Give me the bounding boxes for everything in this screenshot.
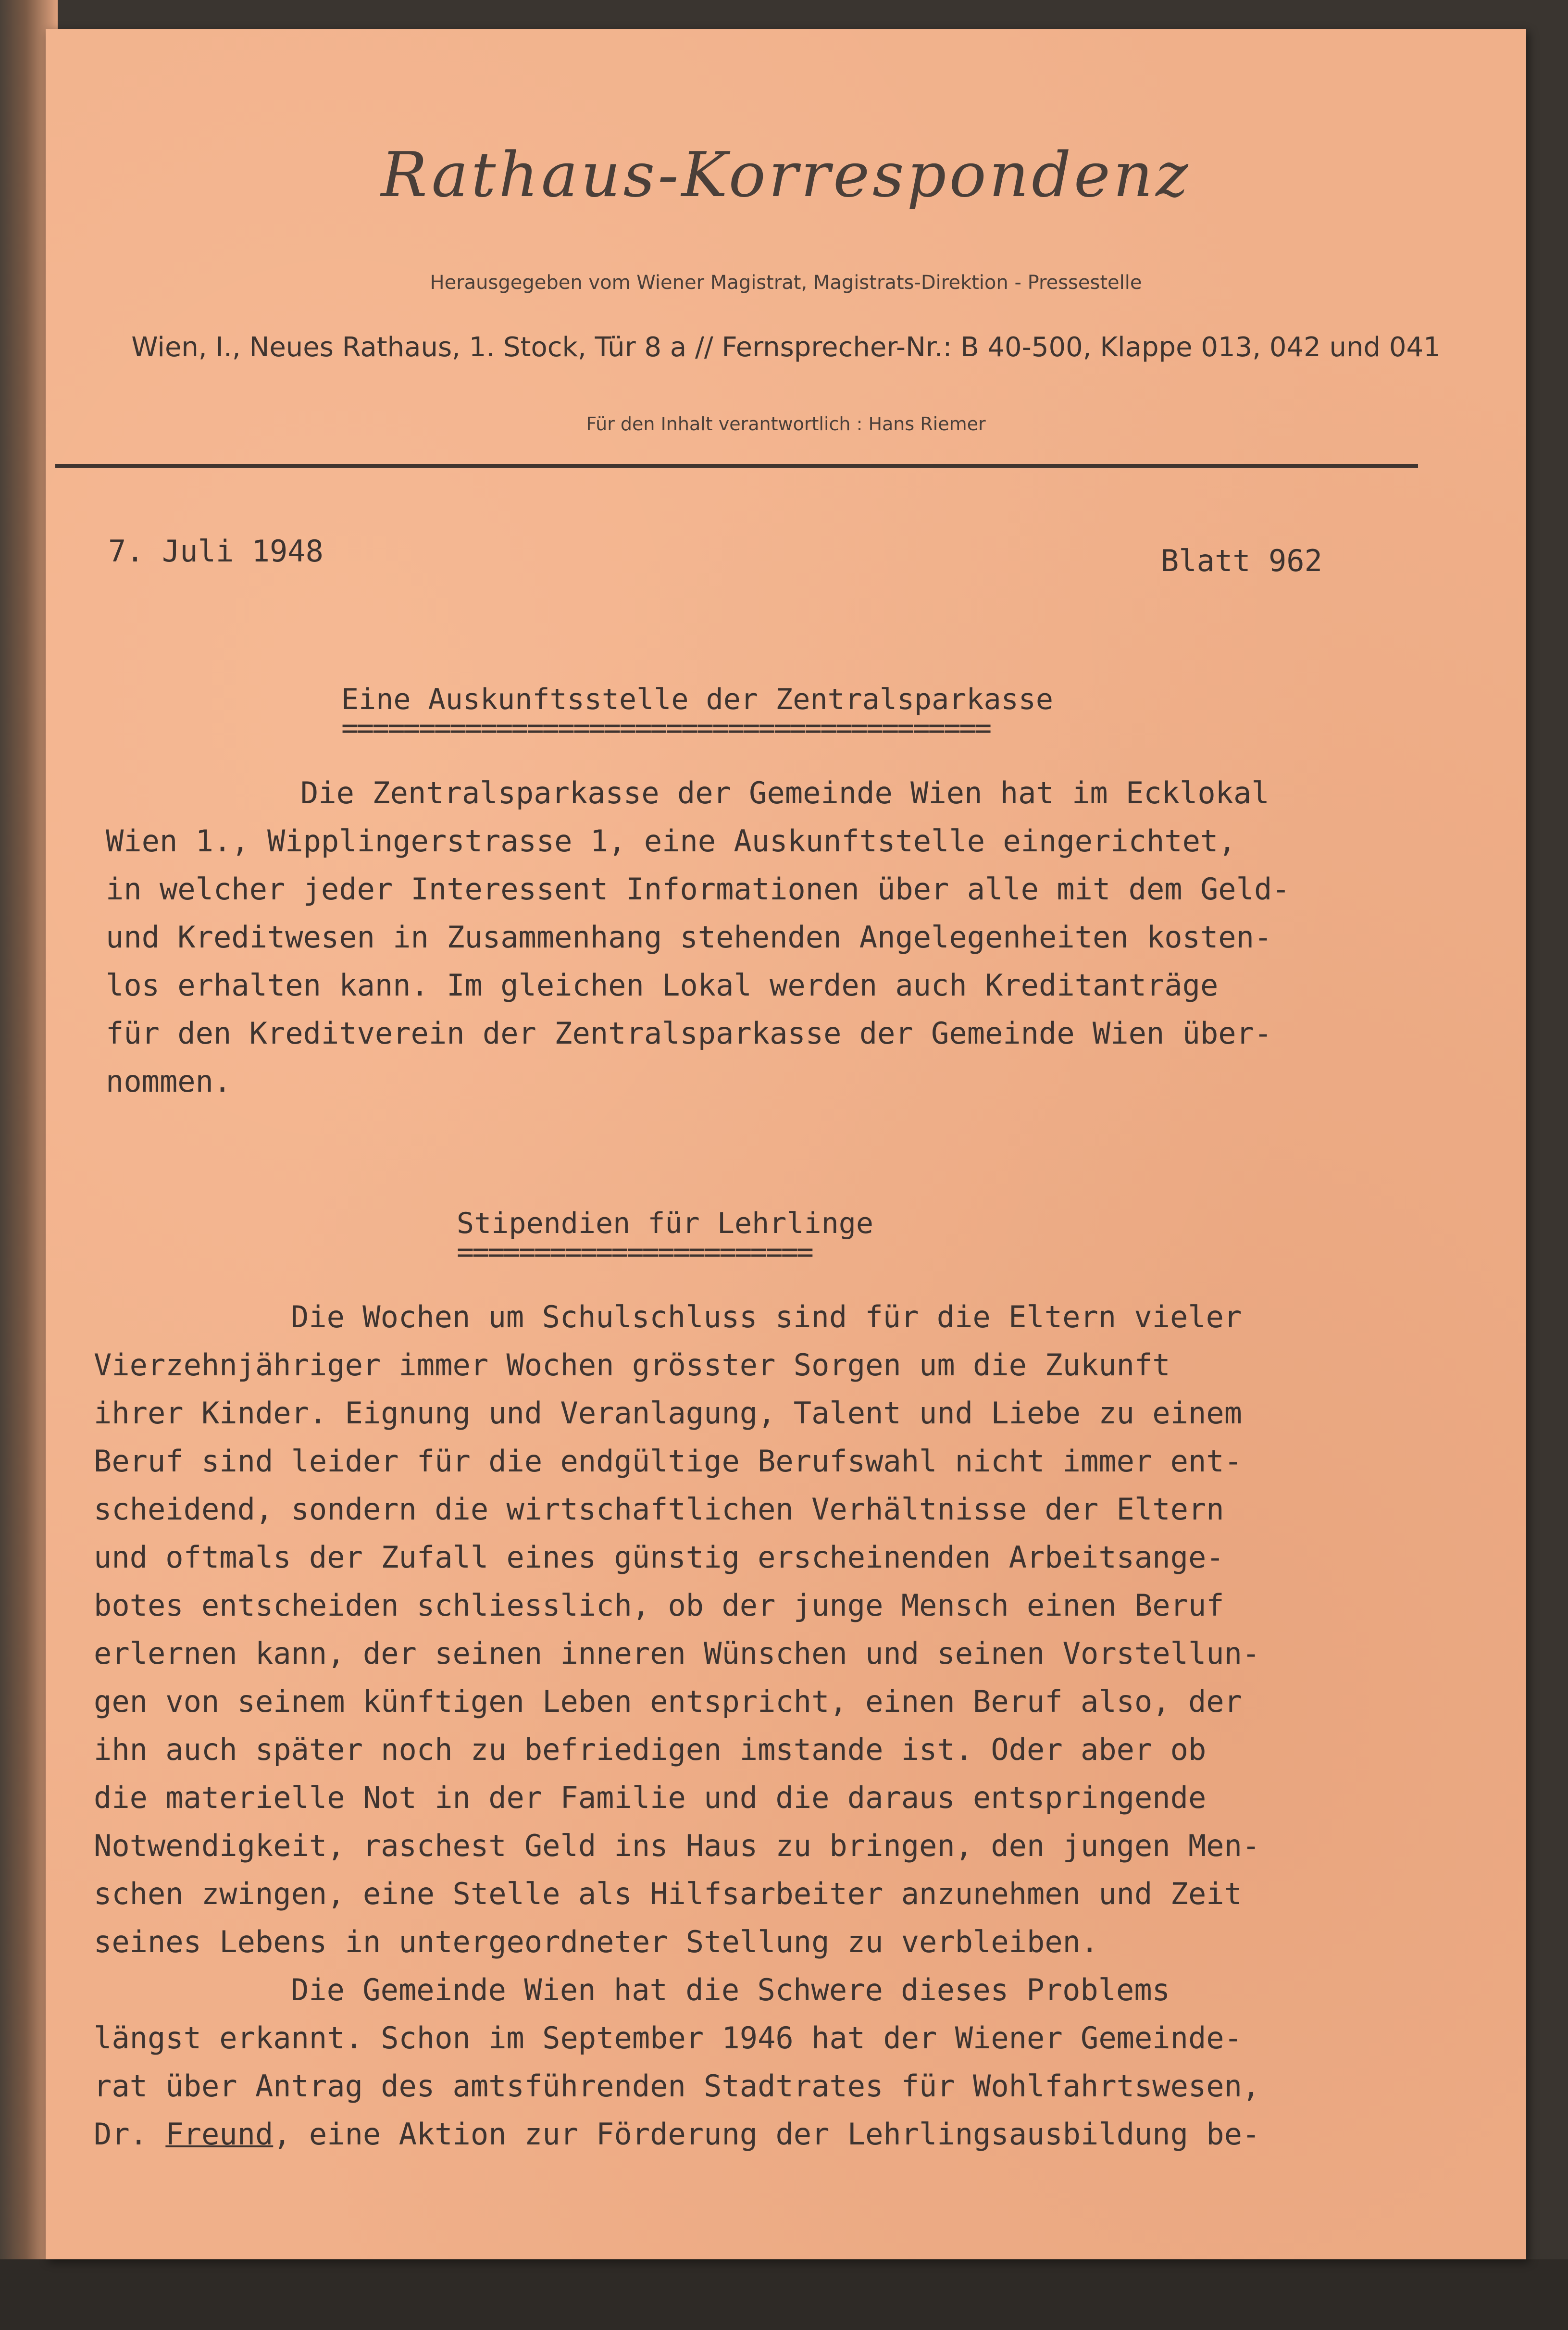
text-line: rat über Antrag des amtsführenden Stadtrates für Wohlfahrtswesen, — [94, 2068, 1260, 2104]
masthead-subtitle: Herausgegeben vom Wiener Magistrat, Magistrats-Direktion - Pressestelle — [430, 272, 1142, 294]
scan-background — [0, 2259, 1568, 2330]
document-page — [46, 29, 1526, 2259]
text-line: die materielle Not in der Familie und die daraus entspringende — [94, 1780, 1207, 1815]
text-fragment: Dr. — [94, 2117, 166, 2152]
text-line: botes entscheiden schliesslich, ob der junge Mensch einen Beruf — [94, 1588, 1224, 1623]
text-line: Vierzehnjähriger immer Wochen grösster Sorgen um die Zukunft — [94, 1347, 1170, 1383]
text-line: scheidend, sondern die wirtschaftlichen Verhältnisse der Eltern — [94, 1492, 1224, 1527]
text-line: längst erkannt. Schon im September 1946 hat der Wiener Gemeinde- — [94, 2020, 1242, 2056]
text-fragment: , eine Aktion zur Förderung der Lehrlingsausbildung be- — [273, 2117, 1260, 2152]
text-line: Notwendigkeit, raschest Geld ins Haus zu bringen, den jungen Men- — [94, 1828, 1260, 1863]
text-line: gen von seinem künftigen Leben entspricht, einen Beruf also, der — [94, 1684, 1242, 1719]
text-line: ihrer Kinder. Eignung und Veranlagung, Talent und Liebe zu einem — [94, 1396, 1242, 1431]
text-line: und oftmals der Zufall eines günstig erscheinenden Arbeitsange- — [94, 1540, 1224, 1575]
text-line: Wien 1., Wipplingerstrasse 1, eine Auskunftstelle eingerichtet, — [106, 823, 1236, 859]
text-line: Die Wochen um Schulschluss sind für die Eltern vieler — [291, 1299, 1242, 1334]
article-heading: Eine Auskunftsstelle der Zentralsparkasse — [341, 683, 1054, 716]
text-line: schen zwingen, eine Stelle als Hilfsarbeiter anzunehmen und Zeit — [94, 1876, 1242, 1911]
text-line: erlernen kann, der seinen inneren Wünschen und seinen Vorstellun- — [94, 1636, 1260, 1671]
article-heading: Stipendien für Lehrlinge — [457, 1207, 873, 1240]
text-line: und Kreditwesen in Zusammenhang stehenden Angelegenheiten kosten- — [106, 920, 1272, 955]
masthead-divider — [55, 464, 1418, 468]
text-line: los erhalten kann. Im gleichen Lokal werden auch Kreditanträge — [106, 968, 1219, 1003]
heading-underline: ======================= — [457, 1235, 812, 1269]
text-line: in welcher jeder Interessent Informationen über alle mit dem Geld- — [106, 872, 1290, 907]
heading-underline: ========================================== — [341, 711, 990, 745]
masthead-responsible: Für den Inhalt verantwortlich : Hans Riemer — [586, 413, 986, 435]
text-line: ihn auch später noch zu befriedigen imstande ist. Oder aber ob — [94, 1732, 1207, 1767]
text-line: seines Lebens in untergeordneter Stellung zu verbleiben. — [94, 1924, 1099, 1959]
text-line: für den Kreditverein der Zentralsparkasse der Gemeinde Wien über- — [106, 1016, 1272, 1051]
councillor-name: Freund — [165, 2117, 274, 2152]
sheet-number: Blatt 962 — [1161, 543, 1322, 578]
text-line: Die Gemeinde Wien hat die Schwere dieses Problems — [291, 1972, 1170, 2007]
masthead-title: Rathaus-Korrespondenz — [381, 139, 1191, 211]
masthead-address: Wien, I., Neues Rathaus, 1. Stock, Tür 8 a // Fernsprecher-Nr.: B 40-500, Klappe 013, 042 und 041 — [131, 332, 1441, 363]
text-line: nommen. — [106, 1064, 232, 1099]
text-line: Die Zentralsparkasse der Gemeinde Wien hat im Ecklokal — [300, 775, 1269, 810]
text-line: Beruf sind leider für die endgültige Berufswahl nicht immer ent- — [94, 1444, 1242, 1479]
text-line-last — [94, 2110, 1260, 2158]
issue-date: 7. Juli 1948 — [108, 534, 324, 569]
